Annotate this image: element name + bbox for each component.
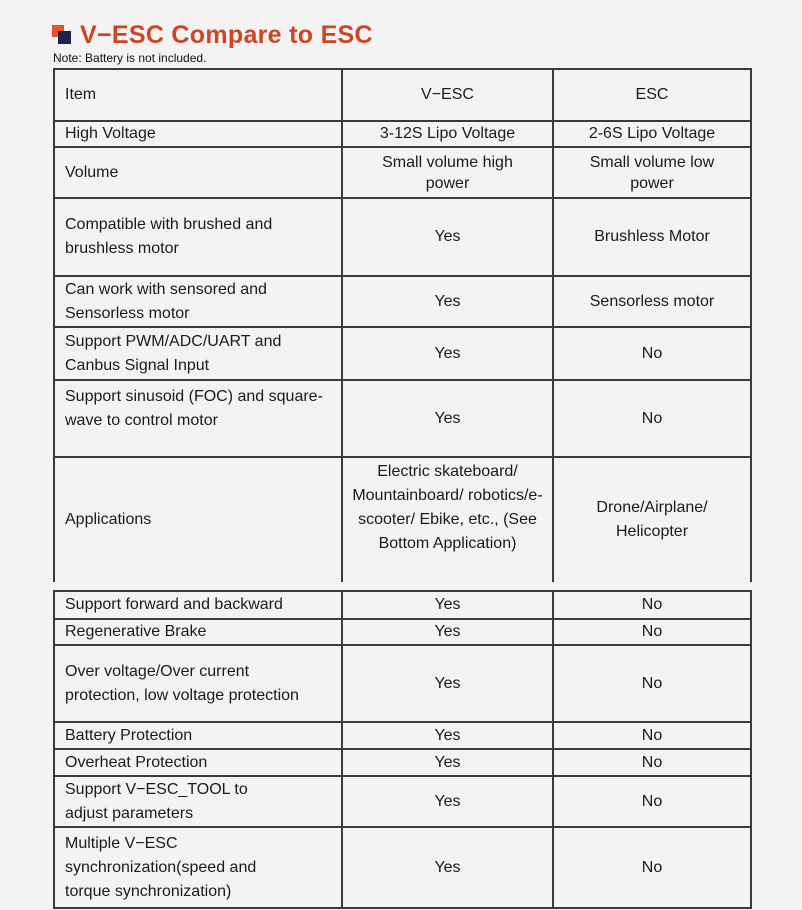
row-item: Over voltage/Over current protection, low voltage protection (54, 645, 342, 722)
row-vesc: Small volume high power (342, 147, 553, 198)
column-header-vesc: V−ESC (342, 69, 553, 121)
row-vesc: Yes (342, 327, 553, 380)
table-row (54, 645, 751, 722)
row-esc: No (553, 749, 751, 776)
row-esc: Small volume low power (553, 147, 751, 198)
row-item: Can work with sensored and Sensorless motor (54, 276, 342, 327)
row-item: Support PWM/ADC/UART and Canbus Signal Input (54, 327, 342, 380)
battery-note: Note: Battery is not included. (53, 51, 207, 65)
table-row (54, 749, 751, 776)
row-esc: No (553, 776, 751, 827)
column-header-item: Item (54, 69, 342, 121)
row-vesc: Yes (342, 749, 553, 776)
row-esc: No (553, 619, 751, 645)
row-esc: No (553, 380, 751, 457)
table-row (54, 276, 751, 327)
row-esc: Brushless Motor (553, 198, 751, 276)
row-vesc: Yes (342, 380, 553, 457)
table-row (54, 827, 751, 908)
row-vesc: Yes (342, 619, 553, 645)
row-vesc: Yes (342, 827, 553, 908)
table-row (54, 147, 751, 198)
row-esc: No (553, 722, 751, 749)
row-item: Volume (54, 147, 342, 198)
row-vesc: Yes (342, 645, 553, 722)
row-esc: Drone/Airplane/ Helicopter (553, 457, 751, 582)
table-row (54, 591, 751, 619)
row-vesc: Yes (342, 198, 553, 276)
brand-squares-icon (52, 25, 74, 45)
row-esc: 2-6S Lipo Voltage (553, 121, 751, 147)
row-vesc: Yes (342, 276, 553, 327)
row-item: Support V−ESC_TOOL to adjust parameters (54, 776, 342, 827)
comparison-table-bottom (53, 590, 752, 909)
row-item: Compatible with brushed and brushless motor (54, 198, 342, 276)
table-row (54, 776, 751, 827)
row-vesc: 3-12S Lipo Voltage (342, 121, 553, 147)
table-row (54, 619, 751, 645)
table-row (54, 327, 751, 380)
row-item: Support sinusoid (FOC) and square-wave to control motor (54, 380, 342, 457)
row-item: Multiple V−ESC synchronization(speed and torque synchronization) (54, 827, 342, 908)
row-esc: No (553, 827, 751, 908)
row-vesc: Yes (342, 591, 553, 619)
table-row (54, 457, 751, 582)
page-title: V−ESC Compare to ESC (80, 20, 373, 49)
row-item: High Voltage (54, 121, 342, 147)
row-esc: No (553, 591, 751, 619)
table-row (54, 121, 751, 147)
table-row (54, 380, 751, 457)
row-item: Overheat Protection (54, 749, 342, 776)
column-header-esc: ESC (553, 69, 751, 121)
row-item: Applications (54, 457, 342, 582)
page-header (52, 18, 373, 52)
row-esc: Sensorless motor (553, 276, 751, 327)
row-item: Support forward and backward (54, 591, 342, 619)
row-item: Regenerative Brake (54, 619, 342, 645)
row-esc: No (553, 327, 751, 380)
row-vesc: Yes (342, 722, 553, 749)
comparison-table-top (53, 68, 752, 582)
row-vesc: Electric skateboard/ Mountainboard/ robotics/e-scooter/ Ebike, etc., (See Bottom Application) (342, 457, 553, 582)
table-row (54, 722, 751, 749)
row-item: Battery Protection (54, 722, 342, 749)
table-row (54, 198, 751, 276)
table-header-row (54, 69, 751, 121)
row-vesc: Yes (342, 776, 553, 827)
row-esc: No (553, 645, 751, 722)
